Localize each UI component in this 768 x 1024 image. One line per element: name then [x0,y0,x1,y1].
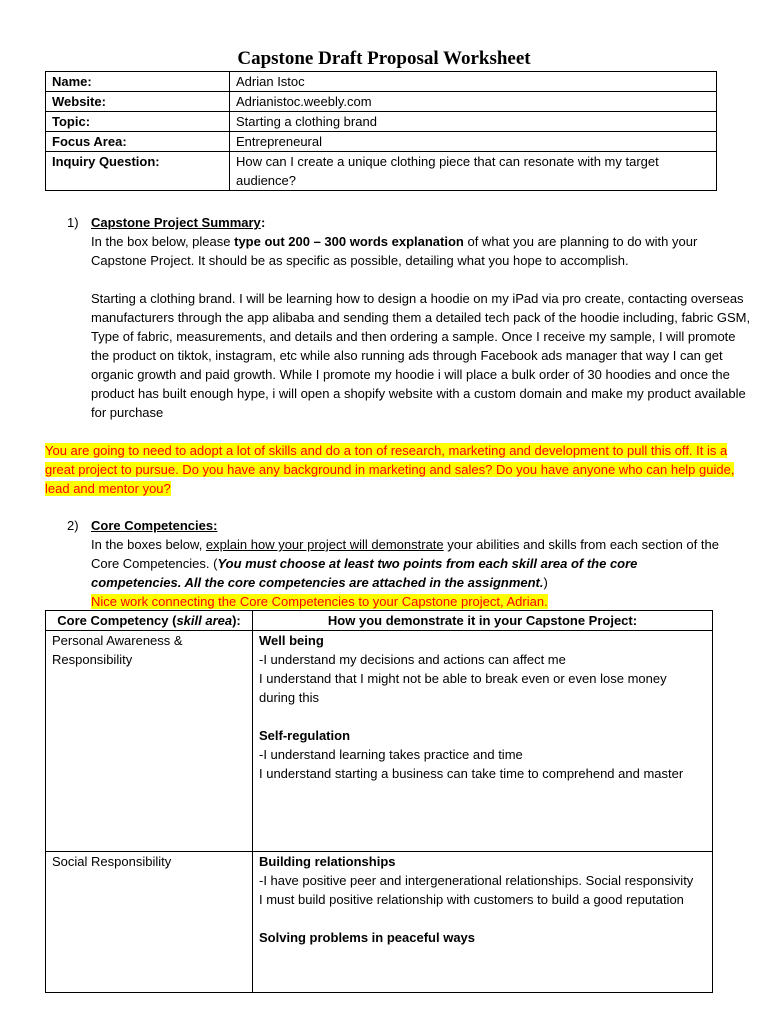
table-row [46,132,717,152]
competency-demonstration [253,631,713,852]
table-row [46,72,717,92]
section1-title [91,213,261,232]
demonstration-line: -I have positive peer and intergenerational relationships. Social responsivity [259,873,694,888]
name-label: Name: [46,72,230,92]
col-header-demonstration: How you demonstrate it in your Capstone Project: [253,611,713,631]
competency-area: Personal Awareness & Responsibility [46,631,253,852]
col-header-competency-b: ): [232,613,241,628]
competency-area: Social Responsibility [46,852,253,993]
inquiry-question-label: Inquiry Question: [46,152,230,191]
col-header-competency [46,611,253,631]
demonstration-line: I understand starting a business can take time to comprehend and master [259,766,684,781]
table-row [46,112,717,132]
section2-instr-c: ) [543,575,548,590]
focus-area-label: Focus Area: [46,132,230,152]
project-summary-text: Starting a clothing brand. I will be learning how to design a hoodie on my iPad via pro create, contacting overseas manufacturers through the app alibaba and sending them a detailed tech pack of the hoodie including, fabric GSM, Type of fabric, measurements, and details and then ordering a sample. Once I receive my sample, I will promote the product on tiktok, instagram, etc while also running ads through Facebook ads manager that way I can get organic growth and paid growth. While I promote my hoodie i will place a bulk order of 30 hoodies and once the product has built enough hype, i will open a shopify website with a custom domain and make my product available for purchase [91,291,751,420]
feedback-1-text: You are going to need to adopt a lot of skills and do a ton of research, marketing and development to pull this off. It is a great project to pursue. Do you have any background in marketing and sales? Do you have anyone who can help guide, lead and mentor you? [45,443,735,496]
section2-number: 2) [67,518,79,533]
table-row [46,92,717,112]
section1-instr-b: of what you are planning to do with your Capstone Project. It should be as specific as possible, detailing what you hope to accomplish. [91,234,698,268]
section2-instr-b: your abilities and skills from each section of the Core Competencies. ( [91,537,719,571]
topic-label: Topic: [46,112,230,132]
focus-area-value: Entrepreneural [230,132,717,152]
section1-title-colon: : [261,215,266,230]
website-value: Adrianistoc.weebly.com [230,92,717,112]
demonstration-line: I understand that I might not be able to break even or even lose money during this [259,671,667,705]
section1-instr-bold: type out 200 – 300 words explanation [234,234,464,249]
section1-number: 1) [67,215,79,230]
teacher-feedback-1 [45,441,735,498]
competency-demonstration [253,852,713,993]
section2-instr-underline: explain how your project will demonstrate [205,537,444,552]
inquiry-question-value: How can I create a unique clothing piece that can resonate with my target audience? [230,152,717,191]
competency-table [45,610,713,993]
subheading-well-being: Well being [259,633,324,648]
section1-instructions [91,232,731,270]
section2-instr-bold-italic: You must choose at least two points from each skill area of the core competencies. All the core competencies are attached in the assignment. [91,556,638,590]
section2-instr-a: In the boxes below, [91,537,206,552]
project-summary [91,289,751,422]
section2-title: Core Competencies: [91,518,218,533]
table-header-row [46,611,713,631]
subheading-self-regulation: Self-regulation [259,728,351,743]
col-header-competency-italic: skill area [176,613,233,628]
subheading-solving-problems: Solving problems in peaceful ways [259,930,476,945]
section1-title-text: Capstone Project Summary [91,215,261,230]
feedback-2-text: Nice work connecting the Core Competencies to your Capstone project, Adrian. [91,594,548,609]
col-header-competency-a: Core Competency ( [57,613,177,628]
section1-instr-a: In the box below, please [91,234,235,249]
website-label: Website: [46,92,230,112]
table-row [46,631,713,852]
document-title: Capstone Draft Proposal Worksheet [237,48,531,69]
section2-instructions [91,535,721,611]
table-row [46,852,713,993]
demonstration-line: -I understand my decisions and actions can affect me [259,652,566,667]
info-table [45,71,717,191]
topic-value: Starting a clothing brand [230,112,717,132]
table-row [46,152,717,191]
demonstration-line: -I understand learning takes practice and time [259,747,523,762]
name-value: Adrian Istoc [230,72,717,92]
subheading-building-relationships: Building relationships [259,854,396,869]
demonstration-line: I must build positive relationship with customers to build a good reputation [259,892,684,907]
